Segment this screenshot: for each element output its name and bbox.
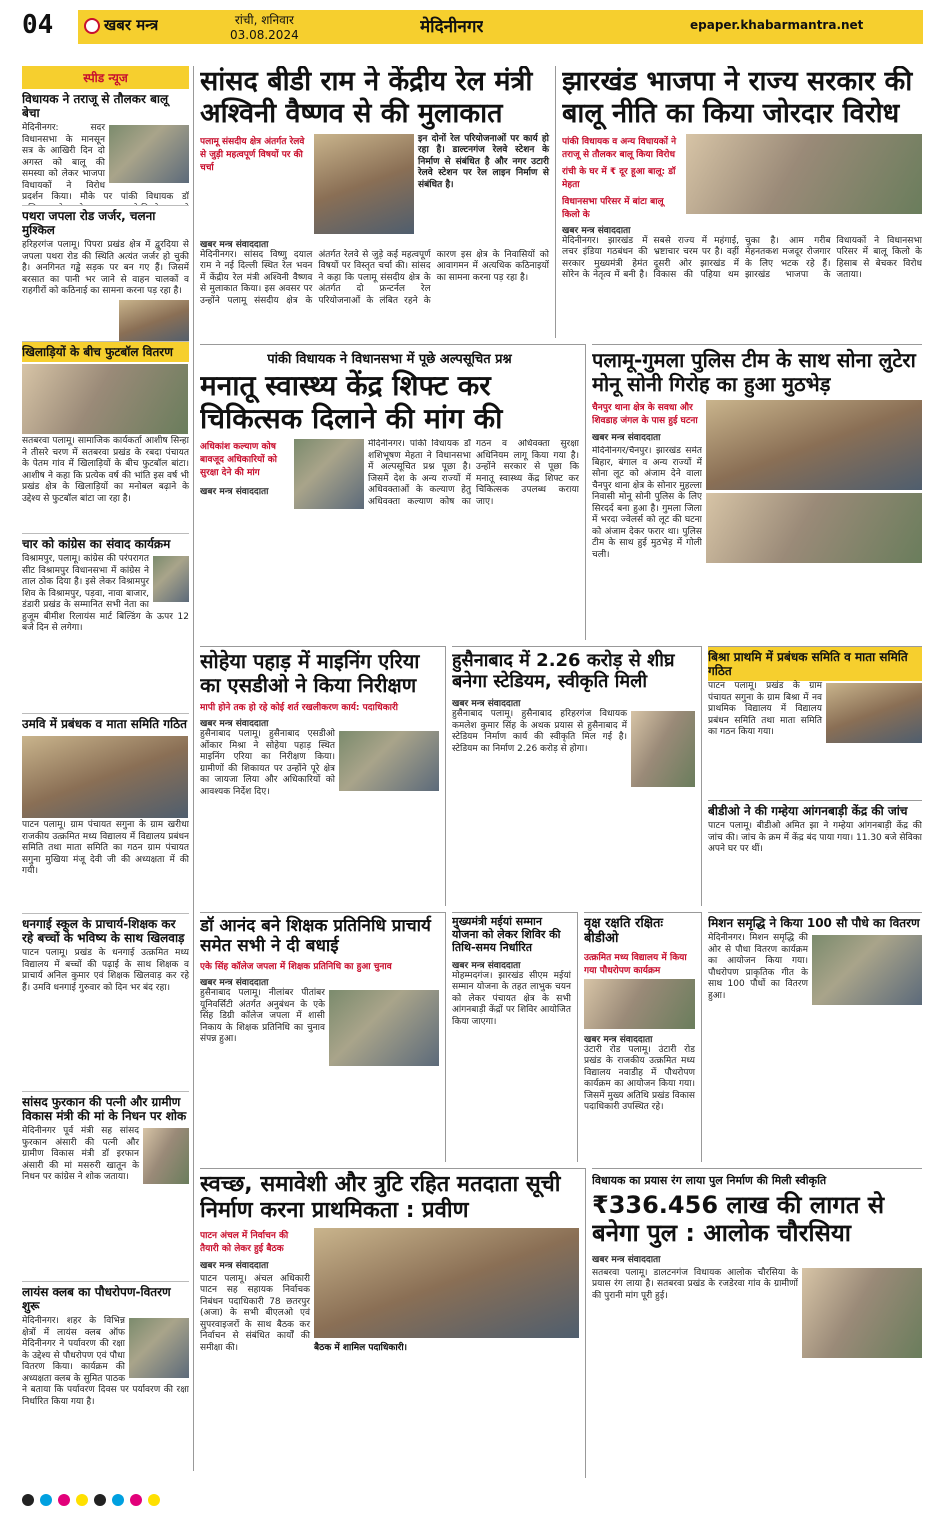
- registration-mark: [148, 1494, 160, 1506]
- kicker: विधानसभा परिसर में बांटा बालू किलो के: [562, 196, 664, 220]
- story-bishra-committee: [708, 646, 922, 796]
- story-photo: [631, 711, 695, 787]
- left-item-body: मेदिनीनगर: सदर विधानसभा के मानसून सत्र के आखिरी दिन दो अगस्त को बालू की समस्या को लेकर भाजपा विधायकों ने विरोध प्रदर्शन किया। मौके पर पांकी विधायक डॉ: [22, 123, 189, 202]
- headline: पलामू-गुमला पुलिस टीम के साथ सोना लुटेरा मोनू सोनी गिरोह का हुआ मुठभेड़: [592, 348, 916, 396]
- byline: खबर मन्त्र संवाददाता: [452, 960, 521, 971]
- story-row: [592, 400, 922, 596]
- story-maiyan-scheme: [452, 912, 578, 1162]
- left-item-photo: [119, 300, 189, 342]
- story-body: मेदिनीनगर। झारखंड में लचर इंडिया गठबंधन की सरकार मुख्यमंत्री हेमंत सोरेन के नेतृत्व में बनी है। सबसे राज्य में महंगाई, भ्रष्टाचार चरम पर है। वहीं दूसरी ओर झारखंड में विकास की पहिया थम चुका है। आम गरीब मेहनतकश मजदूर रोजगार के लिए भटक रहे हैं। झारखंड भाजपा के विधायकों ने विधानसभा परिसर में बालू किलो के हिसाब से बेचकर विरोध जताया।: [562, 235, 922, 281]
- byline: खबर मन्त्र संवाददाता: [200, 1260, 269, 1271]
- story-mission-samriddhi: [708, 912, 922, 1162]
- byline: खबर मन्त्र संवाददाता: [584, 1034, 653, 1045]
- left-item-body: सतबरवा पलामू। सामाजिक कार्यकर्ता आशीष सिन्हा ने तीसरे चरण में सतबरवा प्रखंड के रबदा पंचायत के पेतम गांव में खिलाड़ियों के बीच फुटबॉल बांटा। आशीष ने कहा कि प्रत्येक वर्ष की भांति इस वर्ष भी प्रखंड क्षेत्र के खिलाड़ियों का मनोबल बढ़ाने के उद्देश्य से फुटबॉल बांटा जा रहा है।: [22, 436, 189, 504]
- left-item-photo: [109, 125, 189, 183]
- story-dr-anand: [200, 912, 446, 1162]
- kicker-box: [200, 1228, 310, 1355]
- page-number: 04: [22, 10, 54, 40]
- dateline-place: रांची, शनिवार: [234, 13, 294, 27]
- registration-mark: [40, 1494, 52, 1506]
- kicker: उत्क्रमित मध्य विद्यालय में किया गया पौधरोपण कार्यक्रम: [584, 952, 687, 976]
- story-photo: [584, 979, 695, 1029]
- byline: खबर मन्त्र संवाददाता: [200, 978, 269, 989]
- headline: बीडीओ ने की गम्हेया आंगनबाड़ी केंद्र की जांच: [708, 804, 908, 818]
- left-item: [22, 89, 189, 205]
- kicker-box: [200, 439, 290, 609]
- story-body: मेदिनीनगर। सांसद विष्णु दयाल राम ने नई दिल्ली स्थित रेल भवन में केंद्रीय रेल मंत्री अश्विनी वैष्णव से मुलाकात किया। इस अवसर पर उन्होंने पलामू संसदीय क्षेत्र के अंतर्गत रेलवे से जुड़े कई महत्वपूर्ण विषयों पर विस्तृत चर्चा की। सांसद ने कहा कि पलामू संसदीय क्षेत्र के अंतर्गत दो फ्रन्टर्नल रेल परियोजनाओं के लंबित रहने के कारण इस क्षेत्र के निवासियों को आवागमन में अत्यधिक कठिनाइयों का सामना करना पड़ रहा है।: [200, 249, 549, 306]
- left-item-photo: [22, 736, 188, 818]
- headline: हुसैनाबाद में 2.26 करोड़ से शीघ्र बनेगा स्टेडियम, स्वीकृति मिली: [452, 650, 675, 693]
- photo-caption: इन दोनों रेल परियोजनाओं पर कार्य हो रहा है। डाल्टनगंज रेलवे स्टेशन के निर्माण से संबंधित है और नगर उटारी रेलवे स्टेशन पर रेल लाइन निर्माण से संबंधित है।: [418, 133, 549, 190]
- left-item: [22, 1281, 189, 1471]
- masthead: [0, 0, 945, 58]
- left-item: [22, 533, 189, 713]
- story-hussainabad-stadium: [452, 646, 702, 906]
- kicker-box: [562, 134, 682, 220]
- kicker-row: [562, 134, 922, 220]
- supra-headline: विधायक का प्रयास रंग लाया पुल निर्माण की मिली स्वीकृति: [592, 1174, 827, 1187]
- left-item-head: सांसद फुरकान की पत्नी और ग्रामीण विकास मंत्री की मां के निधन पर शोक: [22, 1091, 189, 1126]
- left-item-photo: [153, 556, 189, 602]
- byline: खबर मन्त्र संवाददाता: [592, 433, 661, 444]
- story-anganwadi-check: [708, 800, 922, 906]
- story-row: [200, 1228, 579, 1355]
- story-row: [592, 1268, 922, 1358]
- story-body: उंटारी रोड पलामू। उंटारी रोड प्रखंड के राजकीय उत्क्रमित मध्य विद्यालय नवाडीह में पौधरोपण कार्यक्रम का आयोजन किया गया। जिसमें मुख्य अतिथि प्रखंड विकास पदाधिकारी उपस्थित रहे।: [584, 1044, 695, 1113]
- left-item: [22, 1091, 189, 1281]
- left-item-head: चार को कांग्रेस का संवाद कार्यक्रम: [22, 533, 189, 554]
- left-item-body: पाटन पलामू। प्रखंड के धनगाई उत्क्रमित मध्य विद्यालय में बच्चों की पढ़ाई के साथ शिक्षक व प्राचार्य अनिल कुमार एवं शिक्षक खिलवाड़ कर रहे हैं। उमवि धनगाई गुरुवार को दिन भर बंद रहा।: [22, 948, 189, 993]
- registration-mark: [94, 1494, 106, 1506]
- story-tree-protection: [584, 912, 702, 1162]
- dateline-date: 03.08.2024: [230, 28, 299, 42]
- byline: खबर मन्त्र संवाददाता: [200, 239, 269, 250]
- kicker: एके सिंह कॉलेज जपला में शिक्षक प्रतिनिधि का हुआ चुनाव: [200, 962, 392, 973]
- kicker: चैनपुर थाना क्षेत्र के सवधा और शिवडाह जंगल के पास हुई घटना: [592, 403, 698, 427]
- story-body: मेदिनीनगर/चैनपुर। झारखंड समेत बिहार, बंगाल व अन्य राज्यों में सोना लूट को अंजाम देने वाला चैनपुर थाना क्षेत्र के सोनार मुहल्ला निवासी मोनू सोनी पुलिस के लिए सिरदर्द बना हुआ है। गुमला जिला में भरदा ज्वेलर्स को लूट की घटना को अंजाम देकर फरार था। पुलिस टीम के साथ हुई मुठभेड़ में गोली चली।: [592, 446, 702, 560]
- story-photo: [802, 1268, 922, 1358]
- story-photo: [294, 439, 364, 509]
- left-item-head: पथरा जपला रोड जर्जर, चलना मुश्किल: [22, 205, 189, 240]
- story-body: हुसैनाबाद पलामू। नीलांबर पीतांबर यूनिवर्सिटी अंतर्गत अनुबंधन के एके सिंह डिग्री कॉलेज जपला में शासी निकाय के शिक्षक प्रतिनिधि का चुनाव संपन्न हुआ।: [200, 988, 325, 1045]
- registration-mark: [112, 1494, 124, 1506]
- left-item: [22, 341, 189, 533]
- headline: झारखंड भाजपा ने राज्य सरकार की बालू नीति का किया जोरदार विरोध: [562, 66, 913, 129]
- byline: खबर मन्त्र संवाददाता: [562, 225, 631, 236]
- edition-city: मेदिनीनगर: [420, 17, 484, 37]
- left-item: [22, 913, 189, 1091]
- story-bjp-sand-policy: [562, 66, 922, 338]
- kicker: पांकी विधायक व अन्य विधायकों ने तराजू से तौलकर बालू किया विरोध: [562, 136, 677, 160]
- left-item-body: हरिहरगंज पलामू। पिपरा प्रखंड क्षेत्र में द्वुरदिया से जपला पथरा रोड की स्थिति अत्यंत जर्जर हो चुकी है। अनगिनत गड्ढे सड़क पर बन गए हैं। जिसमें बरसात का पानी भर जाने से वाहन चालकों व राहगीरों को कठिनाई का सामना करना पड़ रहा है।: [22, 240, 189, 296]
- story-photo: [314, 134, 414, 234]
- story-body: मोहम्मदगंज। झारखंड सीएम मईयां सम्मान योजना के तहत लाभुक चयन को लेकर पंचायत क्षेत्र के सभी आंगनबाड़ी केंद्रों पर शिविर आयोजित किया जाएगा।: [452, 970, 571, 1027]
- left-item-photo: [129, 1318, 189, 1378]
- supra-headline: पांकी विधायक ने विधानसभा में पूछे अल्पसूचित प्रश्न: [267, 352, 512, 367]
- kicker: मापी होने तक हो रहे कोई शर्त रखलीकरण कार्य: पदाधिकारी: [200, 703, 398, 714]
- story-photo: [329, 990, 439, 1066]
- left-item-head: खिलाड़ियों के बीच फुटबॉल वितरण: [22, 341, 189, 362]
- photo-block: [314, 1228, 579, 1355]
- story-manatu-health: [200, 344, 586, 640]
- left-column: [22, 66, 194, 1471]
- story-photo: [706, 493, 922, 563]
- kicker: अधिकांश कल्याण कोष बावजूद अधिकारियों को सुरक्षा देने की मांग: [200, 442, 277, 479]
- photo-stack: [706, 400, 922, 596]
- left-item-head: लायंस क्लब का पौधरोपण-वितरण शुरू: [22, 1281, 189, 1316]
- story-row: [200, 439, 579, 609]
- dateline: [230, 13, 299, 43]
- byline: खबर मन्त्र संवाददाता: [592, 1254, 661, 1265]
- left-item-head: धनगाई स्कूल के प्राचार्य-शिक्षक कर रहे बच्चों के भविष्य के साथ खिलवाड़: [22, 913, 189, 948]
- story-body: पाटन पलामू। प्रखंड के ग्राम पंचायत सगुना के ग्राम बिश्रा में नव प्राथमिक विद्यालय में विद्यालय प्रबंधन समिति तथा माता समिति का गठन किया गया।: [708, 681, 822, 737]
- story-photo: [706, 400, 922, 490]
- left-item-body: पाटन पलामू। ग्राम पंचायत सगुना के ग्राम खरीधा राजकीय उत्क्रमित मध्य विद्यालय में विद्यालय प्रबंधन समिति तथा माता समिति का गठन ग्राम पंचायत सगुना मुखिया मंजू देवी जी की अध्यक्षता में की गयी।: [22, 820, 189, 876]
- registration-mark: [58, 1494, 70, 1506]
- registration-mark: [22, 1494, 34, 1506]
- headline: डॉ आनंद बने शिक्षक प्रतिनिधि प्राचार्य समेत सभी ने दी बधाई: [200, 916, 431, 957]
- kicker: पाटन अंचल में निर्वाचन की तैयारी को लेकर हुई बैठक: [200, 1230, 289, 1254]
- photo-caption: बैठक में शामिल पदाधिकारी।: [314, 1342, 408, 1353]
- story-body: मेदिनीनगर। पांकी विधायक डॉ शशिभूषण मेहता ने विधानसभा में अल्पसूचित प्रश्न पूछा है। जिसमें देश के अन्य राज्यों में अधिवक्ताओं के कल्याण हेतु अधिवक्ता कल्याण कोष का गठन व अधिवक्ता सुरक्षा अधिनियम लागू किया गया है। उन्होंने सरकार से पूछा कि मनातू स्वास्थ्य केंद्र शिफ्ट कर चिकित्सक उपलब्ध कराया जाए।: [368, 439, 579, 507]
- speed-news-header: स्पीड न्यूज: [22, 66, 189, 89]
- left-item-photo: [22, 364, 188, 434]
- registration-mark: [130, 1494, 142, 1506]
- left-item-head: उमवि में प्रबंधक व माता समिति गठित: [22, 713, 189, 734]
- headline: बिश्रा प्राथमि में प्रबंधक समिति व माता समिति गठित: [708, 647, 922, 681]
- byline: खबर मन्त्र संवाददाता: [200, 487, 269, 498]
- story-voter-list: [200, 1168, 586, 1478]
- left-item: [22, 713, 189, 913]
- headline: स्वच्छ, समावेशी और त्रुटि रहित मतदाता सूची निर्माण करना प्राथमिकता : प्रवीण: [200, 1172, 561, 1223]
- story-body: हुसैनाबाद पलामू। हुसैनाबाद एसडीओ ओंकार मिश्रा ने सोहेया पहाड़ स्थित माइनिंग एरिया का निरीक्षण किया। ग्रामीणों की शिकायत पर उन्होंने पूरे क्षेत्र का जायजा लिया और अधिकारियों को आवश्यक निर्देश दिए।: [200, 729, 335, 797]
- story-photo: [314, 1228, 579, 1338]
- story-palamu-police: [592, 344, 922, 640]
- story-photo: [826, 683, 922, 743]
- left-item-body: मेदिनीनगर पूर्व मंत्री सह सांसद फुरकान अंसारी की पत्नी और ग्रामीण विकास मंत्री डॉ इरफान अंसारी की मां मसरुरी खातून के निधन पर कांग्रेस ने शोक जताया।: [22, 1126, 139, 1182]
- left-item-photo: [143, 1128, 189, 1184]
- byline: खबर मन्त्र संवाददाता: [452, 699, 521, 710]
- headline: वृक्ष रक्षति रक्षितः बीडीओ: [584, 916, 664, 947]
- story-body: मेदिनीनगर। मिशन समृद्धि की ओर से पौधा वितरण कार्यक्रम का आयोजन किया गया। पौधरोपण प्राकृतिक गीत के साथ 100 पौधों का वितरण हुआ।: [708, 933, 808, 1001]
- headline: सोहेया पहाड़ में माइनिंग एरिया का एसडीओ ने किया निरीक्षण: [200, 649, 420, 697]
- story-bridge: [592, 1168, 922, 1478]
- website-link[interactable]: epaper.khabarmantra.net: [690, 18, 864, 32]
- headline: ₹336.456 लाख की लागत से बनेगा पुल : आलोक चौरसिया: [592, 1191, 885, 1248]
- story-body: सतबरवा पलामू। डालटनगंज विधायक आलोक चौरसिया के प्रयास रंग लाया है। सतबरवा प्रखंड के रजडेरवा गांव के ग्रामीणों की पुरानी मांग पूरी हुई।: [592, 1267, 798, 1301]
- story-body: हुसैनाबाद पलामू। हुसैनाबाद हरिहरगंज विधायक कमलेश कुमार सिंह के अथक प्रयास से हुसैनाबाद में स्टेडियम निर्माण कार्य की स्वीकृति मिल गई है। स्टेडियम का निर्माण 2.26 करोड़ से होगा।: [452, 709, 627, 754]
- kicker: रांची के घर में ₹ दूर हूआ बालू: डॉ मेहता: [562, 166, 676, 190]
- kicker-box: [592, 400, 702, 596]
- story-soheya-mining: [200, 646, 446, 906]
- headline: सांसद बीडी राम ने केंद्रीय रेल मंत्री अश्विनी वैष्णव से की मुलाकात: [200, 66, 533, 129]
- story-photo: [686, 134, 922, 214]
- kicker: पलामू संसदीय क्षेत्र अंतर्गत रेलवे से जुड़ी महत्वपूर्ण विषयों पर की चर्चा: [200, 136, 305, 173]
- registration-mark: [76, 1494, 88, 1506]
- left-item-body: मेदिनीनगर। शहर के विभिन्न क्षेत्रों में लायंस क्लब ऑफ मेदिनीनगर ने पर्यावरण की रक्षा के उद्देश्य से पौधरोपण एवं पौधा वितरण किया। कार्यक्रम की अध्यक्षता क्लब के सुमित पाठक ने बताया कि पर्यावरण दिवस पर पर्यावरण की रक्षा निर्धारित किया गया है।: [22, 1316, 189, 1407]
- story-body: पाटन पलामू। बीडीओ अमित झा ने गम्हेया आंगनबाड़ी केंद्र की जांच की। जांच के क्रम में केंद्र बंद पाया गया। 11.30 बजे सेविका अपने घर पर थीं।: [708, 821, 922, 854]
- story-photo: [339, 731, 439, 791]
- story-photo: [812, 935, 922, 1005]
- headline: मुख्यमंत्री मईयां सम्मान योजना को लेकर शिविर की तिथि-समय निर्धारित: [452, 915, 561, 954]
- logo-icon: [84, 18, 100, 34]
- byline: खबर मन्त्र संवाददाता: [200, 719, 269, 730]
- headline: मनातू स्वास्थ्य केंद्र शिफ्ट कर चिकित्सक दिलाने की मांग की: [200, 369, 503, 436]
- left-item-body: विश्रामपुर, पलामू। कांग्रेस की परंपरागत सीट विश्रामपुर विधानसभा में कांग्रेस ने ताल ठोक दिया है। इसे लेकर विश्रामपुर शिव के विश्रामपुर, पड़वा, नावा बाजार, डंडारी प्रखंड के सम्मानित सभी नेता का हुजूम बीमीश रिलायंस मार्ट बिल्डिंग के ऊपर 12 बजे दिन से लगेगा।: [22, 554, 189, 633]
- story-rail-minister: [200, 66, 556, 338]
- print-registration-marks: [22, 1494, 922, 1506]
- left-item: [22, 205, 189, 341]
- left-item-head: विधायक ने तराजू से तौलकर बालू बेचा: [22, 92, 169, 120]
- story-body: पाटन पलामू। अंचल अधिकारी पाटन सह सहायक निर्वाचक निबंधन पदाधिकारी 78 छतरपुर (अजा) के सभी बीएलओ एवं सुपरवाइजरों के साथ बैठक कर निर्वाचन से संबंधित कार्यों की समीक्षा की।: [200, 1273, 310, 1353]
- headline: मिशन समृद्धि ने किया 100 सौ पौधे का वितरण: [708, 916, 920, 930]
- masthead-logo: खबर मन्त्र: [84, 15, 158, 35]
